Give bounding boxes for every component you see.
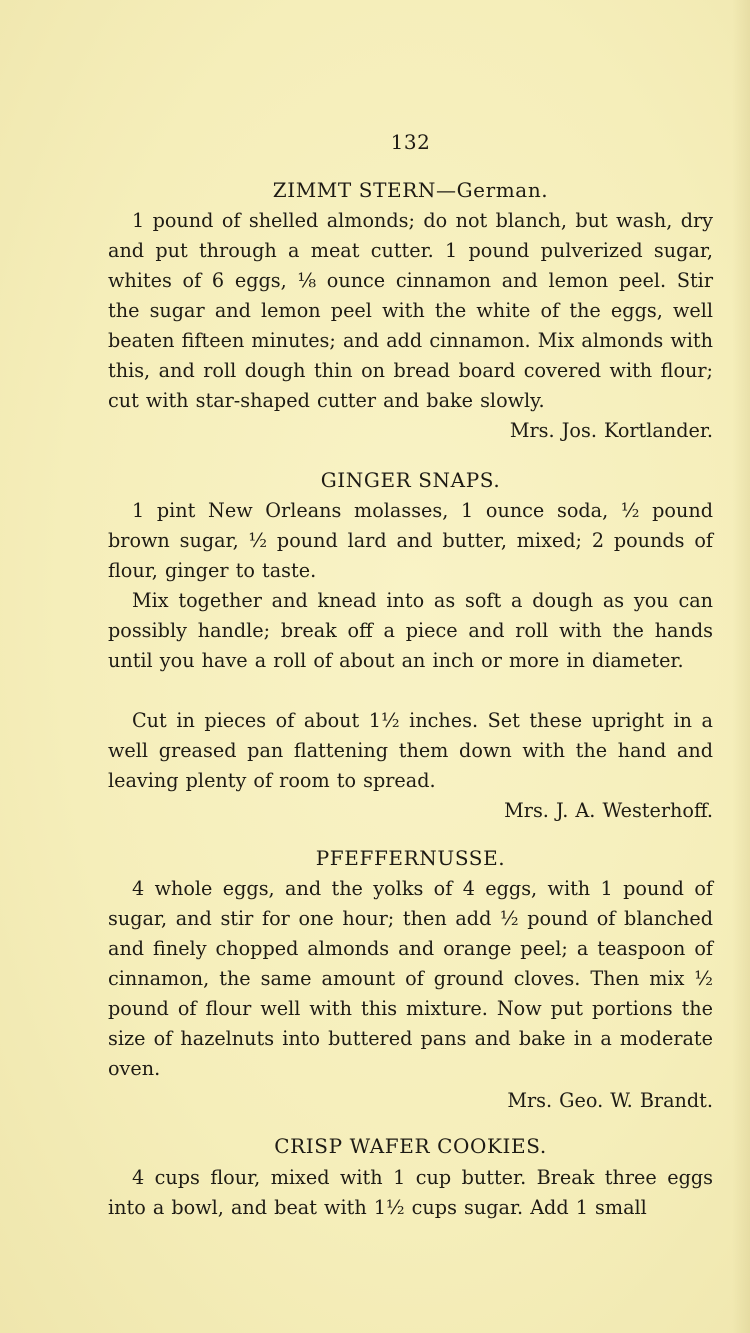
recipe-paragraph: 4 whole eggs, and the yolks of 4 eggs, with 1 pound of sugar, and stir for one hour; then add ½ pound of blanched and finely chopped almonds and orange peel; a teaspoon of cinnamon, the same amount of ground cloves. Then mix ½ pound of flour well with this mixture. Now put portions the size of hazelnuts into buttered pans and bake in a moderate oven. (108, 877, 713, 1080)
recipe-paragraph: Cut in pieces of about 1½ inches. Set these upright in a well greased pan flattening them down with the hand and leaving plenty of room to spread. (108, 709, 713, 792)
page-number: 132 (390, 130, 431, 154)
page-edge-shadow (732, 0, 750, 1333)
recipe-title-pfeffernusse: PFEFFERNUSSE. (315, 846, 506, 870)
recipe-title-zimmt-stern: ZIMMT STERN—German. (272, 178, 549, 202)
recipe-paragraph: 1 pint New Orleans molasses, 1 ounce soda, ½ pound brown sugar, ½ pound lard and butter, mixed; 2 pounds of flour, ginger to taste. (108, 499, 713, 582)
recipe-paragraph: Mix together and knead into as soft a dough as you can possibly handle; break off a piece and roll with the hands until you have a roll of about an inch or more in diameter. (108, 589, 713, 672)
recipe-paragraph: 1 pound of shelled almonds; do not blanch, but wash, dry and put through a meat cutter. 1 pound pulverized sugar, whites of 6 eggs, ⅛ ounce cinnamon and lemon peel. Stir the sugar and lemon peel with the white of the eggs, well beaten fifteen minutes; and add cinnamon. Mix almonds with this, and roll dough thin on bread board covered with flour; cut with star-shaped cutter and bake slowly. (108, 209, 713, 412)
recipe-attribution: Mrs. Geo. W. Brandt. (507, 1089, 713, 1112)
recipe-paragraph: 4 cups flour, mixed with 1 cup butter. Break three eggs into a bowl, and beat with 1½ cups sugar. Add 1 small (108, 1166, 713, 1219)
recipe-title-crisp-wafer-cookies: CRISP WAFER COOKIES. (274, 1134, 547, 1158)
recipe-attribution: Mrs. J. A. Westerhoff. (504, 799, 713, 822)
recipe-attribution: Mrs. Jos. Kortlander. (509, 419, 713, 442)
recipe-title-ginger-snaps: GINGER SNAPS. (320, 468, 501, 492)
